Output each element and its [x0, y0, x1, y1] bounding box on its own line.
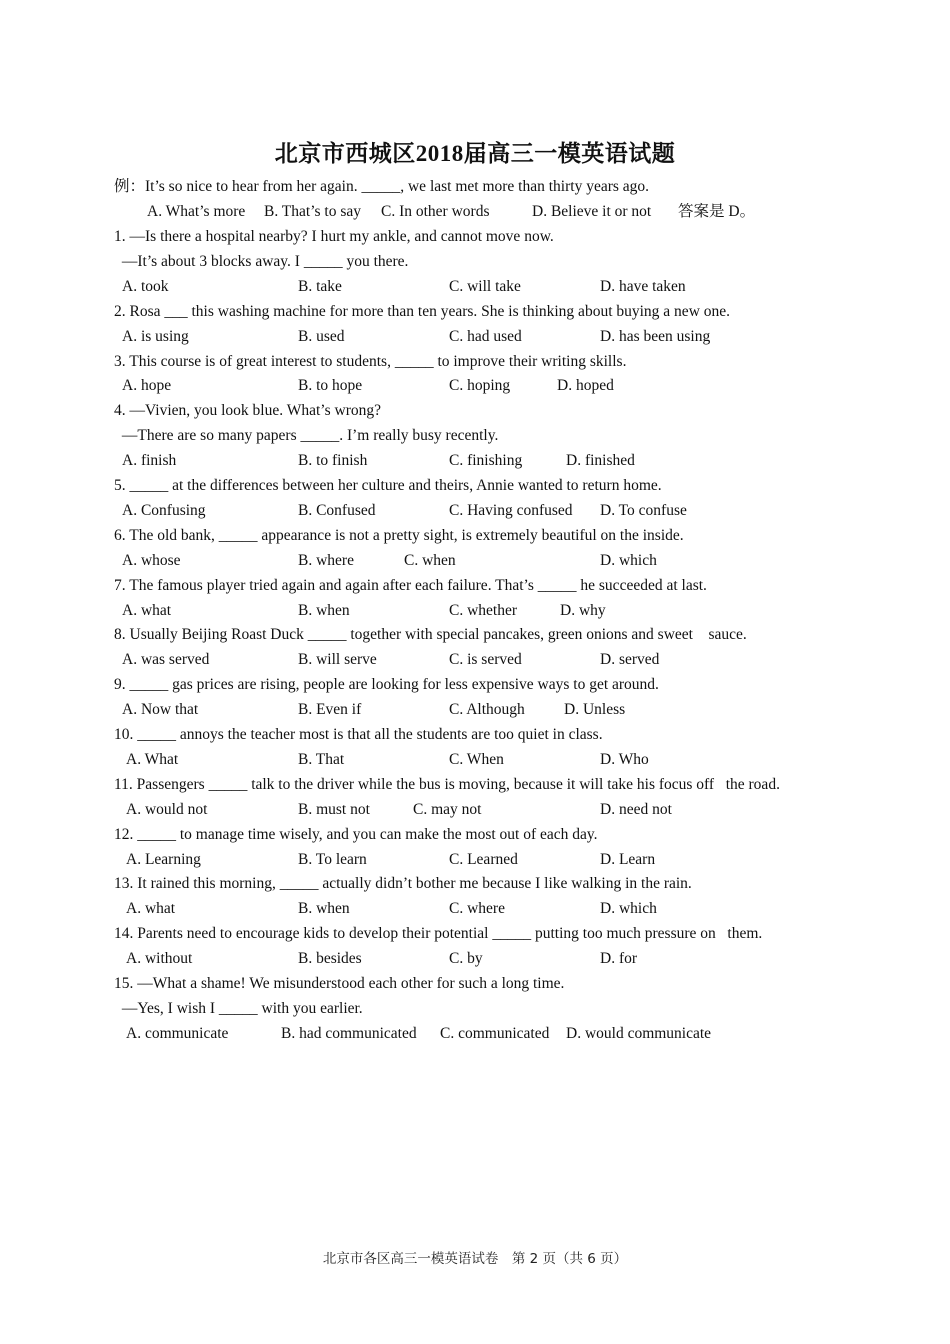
- answer-option: B. will serve: [298, 651, 377, 669]
- answer-option: A. Learning: [126, 850, 201, 868]
- question-stem: 8. Usually Beijing Roast Duck _____ together with special pancakes, green onions and sweet sauce.: [114, 626, 747, 644]
- answer-option: C. Although: [449, 701, 525, 719]
- answer-option: C. Having confused: [449, 501, 573, 519]
- question-stem: 1. —Is there a hospital nearby? I hurt my ankle, and cannot move now.: [114, 228, 554, 245]
- answer-option: D. which: [600, 551, 657, 569]
- question-stem: 6. The old bank, _____ appearance is not a pretty sight, is extremely beautiful on the inside.: [114, 526, 684, 544]
- answer-option: D. To confuse: [600, 501, 687, 519]
- question-stem: 11. Passengers _____ talk to the driver while the bus is moving, because it will take his focus off the road.: [114, 775, 780, 793]
- answer-option: D. Unless: [564, 701, 626, 719]
- answer-option: D. for: [600, 950, 638, 968]
- answer-option: A. was served: [122, 651, 210, 669]
- answer-option: D. need not: [600, 800, 672, 818]
- answer-option: B. used: [298, 327, 345, 345]
- answer-option: D. would communicate: [566, 1024, 712, 1042]
- example-option-d: D. Believe it or not: [532, 203, 652, 220]
- answer-option: D. have taken: [600, 277, 686, 295]
- question-stem: 10. _____ annoys the teacher most is that all the students are too quiet in class.: [114, 726, 603, 743]
- answer-option: A. whose: [122, 551, 181, 569]
- example-stem: 例：It’s so nice to hear from her again. _____, we last met more than thirty years ago.: [114, 178, 650, 195]
- question-stem: —It’s about 3 blocks away. I _____ you there.: [118, 252, 409, 270]
- question-stem: 12. _____ to manage time wisely, and you can make the most out of each day.: [114, 825, 598, 843]
- question-stem: 13. It rained this morning, _____ actually didn’t bother me because I like walking in the rain.: [114, 875, 692, 893]
- question-stem: 4. —Vivien, you look blue. What’s wrong?: [114, 402, 381, 420]
- answer-option: B. To learn: [298, 850, 367, 868]
- answer-option: B. when: [298, 900, 350, 918]
- answer-option: A. what: [126, 900, 176, 918]
- answer-option: C. had used: [449, 327, 522, 345]
- answer-option: B. Even if: [298, 701, 362, 719]
- answer-option: B. to hope: [298, 377, 363, 395]
- answer-option: D. why: [560, 601, 606, 619]
- question-stem: 3. This course is of great interest to students, _____ to improve their writing skills.: [114, 352, 627, 370]
- answer-option: B. That: [298, 750, 345, 768]
- answer-option: B. to finish: [298, 452, 368, 470]
- answer-option: B. where: [298, 551, 354, 569]
- example-answer-note: 答案是 D。: [678, 203, 756, 220]
- example-option-c: C. In other words: [381, 203, 490, 220]
- answer-option: D. Who: [600, 750, 649, 768]
- answer-option: C. where: [449, 900, 505, 918]
- answer-option: C. hoping: [449, 377, 511, 395]
- question-stem: 5. _____ at the differences between her culture and theirs, Annie wanted to return home.: [114, 477, 662, 494]
- answer-option: D. finished: [566, 452, 635, 470]
- answer-option: A. communicate: [126, 1024, 229, 1042]
- answer-option: C. will take: [449, 277, 521, 295]
- answer-option: A. would not: [126, 800, 208, 818]
- answer-option: A. finish: [122, 452, 177, 470]
- answer-option: A. what: [122, 601, 172, 619]
- question-stem: 9. _____ gas prices are rising, people are looking for less expensive ways to get around.: [114, 676, 659, 694]
- answer-option: C. when: [404, 551, 456, 569]
- answer-option: B. had communicated: [281, 1024, 417, 1042]
- answer-option: C. whether: [449, 601, 518, 619]
- question-stem: 2. Rosa ___ this washing machine for more than ten years. She is thinking about buying a new one.: [114, 302, 731, 320]
- question-stem: 7. The famous player tried again and again after each failure. That’s _____ he succeeded at last.: [114, 576, 707, 594]
- answer-option: A. Confusing: [122, 501, 206, 519]
- page-title: 北京市西城区2018届高三一模英语试题: [274, 141, 676, 166]
- answer-option: A. Now that: [122, 701, 199, 719]
- question-stem: —There are so many papers _____. I’m really busy recently.: [118, 427, 499, 445]
- answer-option: A. took: [122, 277, 169, 295]
- answer-option: C. finishing: [449, 452, 523, 470]
- answer-option: B. Confused: [298, 501, 376, 519]
- example-stem-line: [0, 174, 650, 199]
- answer-option: D. hoped: [557, 377, 614, 395]
- answer-option: C. Learned: [449, 850, 518, 868]
- answer-option: A. hope: [122, 377, 172, 395]
- example-options-line: [0, 199, 756, 224]
- example-option-a: A. What’s more: [147, 203, 246, 220]
- answer-option: C. by: [449, 950, 483, 968]
- answer-option: C. When: [449, 750, 504, 768]
- answer-option: B. take: [298, 277, 342, 295]
- page-footer: 北京市各区高三一模英语试卷 第 2 页（共 6 页）: [322, 1251, 628, 1267]
- answer-option: C. communicated: [440, 1024, 550, 1042]
- answer-option: C. is served: [449, 651, 522, 669]
- question-stem: 15. —What a shame! We misunderstood each other for such a long time.: [114, 975, 565, 992]
- answer-option: D. served: [600, 651, 660, 669]
- answer-option: A. is using: [122, 327, 189, 345]
- answer-option: D. Learn: [600, 850, 656, 868]
- answer-option: D. has been using: [600, 327, 711, 345]
- answer-option: D. which: [600, 900, 657, 918]
- question-stem: —Yes, I wish I _____ with you earlier.: [118, 999, 363, 1017]
- answer-option: B. besides: [298, 950, 362, 968]
- answer-option: B. must not: [298, 800, 370, 818]
- question-stem: 14. Parents need to encourage kids to develop their potential _____ putting too much pressure on them.: [114, 925, 763, 943]
- answer-option: A. without: [126, 950, 193, 968]
- answer-option: A. What: [126, 750, 179, 768]
- answer-option: C. may not: [413, 800, 482, 818]
- answer-option: B. when: [298, 601, 350, 619]
- example-option-b: B. That’s to say: [264, 203, 362, 220]
